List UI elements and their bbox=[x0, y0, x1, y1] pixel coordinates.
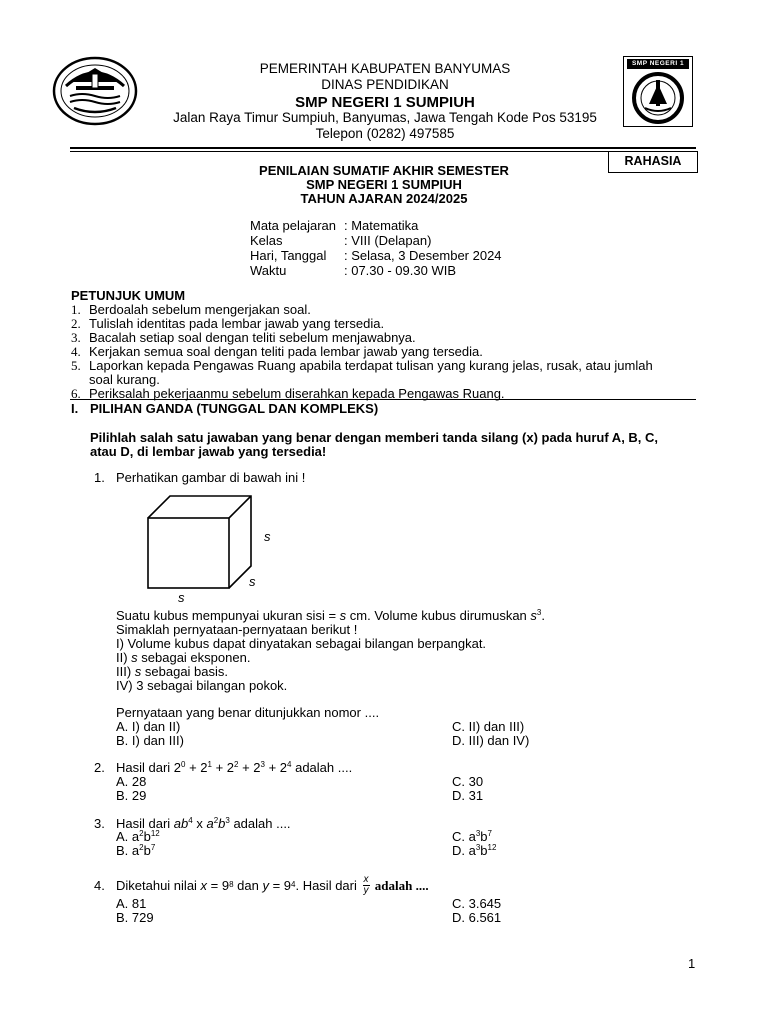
q4-option-c[interactable]: C. 3.645 bbox=[452, 896, 502, 911]
info-label: Waktu bbox=[250, 263, 287, 278]
instruction-item-continued bbox=[71, 372, 701, 386]
q4-option-a[interactable]: A. 81 bbox=[116, 896, 147, 911]
section-directive-line1: Pilihlah salah satu jawaban yang benar dengan memberi tanda silang (x) pada huruf A, B, C, bbox=[90, 430, 659, 445]
school-logo-frame bbox=[623, 56, 693, 127]
q4-option-b[interactable]: B. 729 bbox=[116, 910, 154, 925]
instruction-item bbox=[71, 302, 701, 316]
info-label: Hari, Tanggal bbox=[250, 248, 327, 263]
section-divider bbox=[70, 399, 696, 400]
q1-option-c[interactable]: C. II) dan III) bbox=[452, 719, 525, 734]
instruction-num: 5. bbox=[71, 358, 81, 373]
instruction-item bbox=[71, 386, 701, 400]
section-directive-line2: atau D, di lembar jawab yang tersedia! bbox=[90, 444, 327, 459]
school-phone: Telepon (0282) 497585 bbox=[315, 126, 455, 141]
exam-title-line1: PENILAIAN SUMATIF AKHIR SEMESTER bbox=[259, 163, 509, 178]
info-label: Mata pelajaran bbox=[250, 218, 336, 233]
info-value: : Matematika bbox=[344, 218, 419, 233]
instruction-num: 6. bbox=[71, 386, 81, 401]
info-row-subject bbox=[250, 218, 502, 233]
q3-prompt: Hasil dari $ab^4$ x $a^2b^3$ adalah .... bbox=[116, 816, 291, 831]
school-logo-text: SMP NEGERI 1 bbox=[627, 59, 689, 69]
instruction-num: 2. bbox=[71, 316, 81, 331]
q2-option-c[interactable]: C. 30 bbox=[452, 774, 484, 789]
q1-statement: Suatu kubus mempunyai ukuran sisi = s cm. Volume kubus dirumuskan $s^3$. bbox=[116, 608, 545, 623]
info-row-date bbox=[250, 248, 502, 263]
q4-option-d[interactable]: D. 6.561 bbox=[452, 910, 502, 925]
instruction-item bbox=[71, 358, 701, 372]
department-name: DINAS PENDIDIKAN bbox=[321, 77, 449, 92]
instruction-text: Kerjakan semua soal dengan teliti pada lembar jawab yang tersedia. bbox=[89, 344, 483, 359]
q1-question: Pernyataan yang benar ditunjukkan nomor .... bbox=[116, 705, 380, 720]
q4-fraction: $\frac{x}{y}$ bbox=[363, 873, 369, 896]
school-emblem-logo bbox=[629, 70, 687, 124]
instruction-text: soal kurang. bbox=[89, 372, 160, 387]
q3-option-b[interactable]: B. $a^2b^7$ bbox=[116, 843, 156, 858]
instructions-title: PETUNJUK UMUM bbox=[71, 288, 186, 303]
government-name: PEMERINTAH KABUPATEN BANYUMAS bbox=[259, 61, 511, 76]
q2-option-a[interactable]: A. 28 bbox=[116, 774, 147, 789]
exam-title-line3: TAHUN AJARAN 2024/2025 bbox=[300, 191, 468, 206]
instruction-num: 4. bbox=[71, 344, 81, 359]
q1-intro: Simaklah pernyataan-pernyataan berikut ! bbox=[116, 622, 358, 637]
exam-title-line2: SMP NEGERI 1 SUMPIUH bbox=[306, 177, 462, 192]
q3-number: 3. bbox=[94, 816, 105, 831]
q1-statement-3: III) s sebagai basis. bbox=[116, 664, 229, 679]
cube-label-width: s bbox=[178, 590, 185, 605]
letterhead-rule-thin bbox=[70, 151, 696, 152]
section-title: PILIHAN GANDA (TUNGGAL DAN KOMPLEKS) bbox=[90, 401, 379, 416]
info-row-class bbox=[250, 233, 502, 248]
instruction-num: 1. bbox=[71, 302, 81, 317]
letterhead-rule-thick bbox=[70, 147, 696, 149]
q3-option-a[interactable]: A. $a^2b^{12}$ bbox=[116, 829, 160, 844]
section-number: I. bbox=[71, 401, 79, 416]
q1-statement-2: II) s sebagai eksponen. bbox=[116, 650, 251, 665]
q2-option-b[interactable]: B. 29 bbox=[116, 788, 147, 803]
q1-option-a[interactable]: A. I) dan II) bbox=[116, 719, 181, 734]
q1-option-d[interactable]: D. III) dan IV) bbox=[452, 733, 530, 748]
cube-label-depth: s bbox=[249, 574, 256, 589]
instruction-text: Laporkan kepada Pengawas Ruang apabila terdapat tulisan yang kurang jelas, rusak, atau jumlah bbox=[89, 358, 653, 373]
instruction-text: Periksalah pekerjaanmu sebelum diserahkan kepada Pengawas Ruang. bbox=[89, 386, 505, 401]
q1-number: 1. bbox=[94, 470, 105, 485]
q1-option-b[interactable]: B. I) dan III) bbox=[116, 733, 184, 748]
q2-prompt: Hasil dari $2^0 + 2^1 + 2^2 + 2^3 + 2^4$ adalah .... bbox=[116, 760, 353, 775]
q1-prompt: Perhatikan gambar di bawah ini ! bbox=[116, 470, 306, 485]
cube-figure bbox=[140, 490, 280, 605]
q4-prompt: Diketahui nilai x = 9 8 dan y = 9 4 . Hasil dari $\frac{x}{y}$ adalah .... bbox=[116, 873, 429, 896]
q1-statement-4: IV) 3 sebagai bilangan pokok. bbox=[116, 678, 288, 693]
info-value: : VIII (Delapan) bbox=[344, 233, 432, 248]
info-value: : 07.30 - 09.30 WIB bbox=[344, 263, 457, 278]
school-address: Jalan Raya Timur Sumpiuh, Banyumas, Jawa Tengah Kode Pos 53195 bbox=[173, 110, 597, 125]
q4-number: 4. bbox=[94, 878, 105, 893]
instruction-num: 3. bbox=[71, 330, 81, 345]
instruction-item bbox=[71, 316, 701, 330]
instruction-text: Tulislah identitas pada lembar jawab yang tersedia. bbox=[89, 316, 385, 331]
q2-number: 2. bbox=[94, 760, 105, 775]
info-value: : Selasa, 3 Desember 2024 bbox=[344, 248, 502, 263]
info-row-time bbox=[250, 263, 502, 278]
confidential-badge: RAHASIA bbox=[608, 151, 698, 173]
cube-label-height: s bbox=[264, 529, 271, 544]
school-name: SMP NEGERI 1 SUMPIUH bbox=[295, 94, 475, 111]
instruction-text: Berdoalah sebelum mengerjakan soal. bbox=[89, 302, 311, 317]
exam-info bbox=[250, 218, 502, 278]
instruction-item bbox=[71, 330, 701, 344]
instruction-item bbox=[71, 344, 701, 358]
instructions-list bbox=[71, 302, 701, 400]
instruction-text: Bacalah setiap soal dengan teliti sebelum menjawabnya. bbox=[89, 330, 416, 345]
info-label: Kelas bbox=[250, 233, 283, 248]
q1-statement-1: I) Volume kubus dapat dinyatakan sebagai bilangan berpangkat. bbox=[116, 636, 487, 651]
q3-option-d[interactable]: D. $a^3b^{12}$ bbox=[452, 843, 497, 858]
banyumas-emblem-logo bbox=[52, 56, 138, 126]
page-number: 1 bbox=[688, 956, 696, 971]
q2-option-d[interactable]: D. 31 bbox=[452, 788, 484, 803]
q3-option-c[interactable]: C. $a^3b^7$ bbox=[452, 829, 492, 844]
